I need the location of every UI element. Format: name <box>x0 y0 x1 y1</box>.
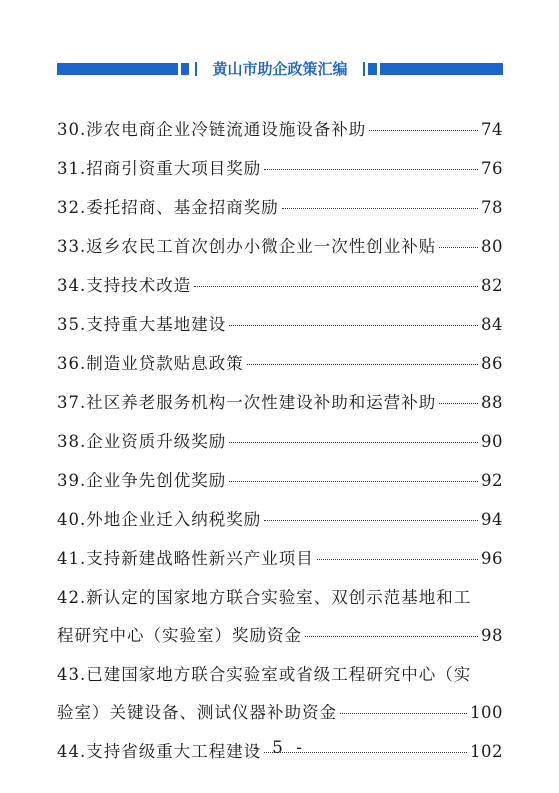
toc-entry-line <box>57 507 503 532</box>
dot-leader <box>247 364 478 365</box>
toc-entry-title: 38.企业资质升级奖励 <box>57 432 227 451</box>
toc-entry-line <box>57 429 503 454</box>
toc-entry-page-number: 102 <box>470 742 503 761</box>
header-bar-left <box>195 62 197 76</box>
dot-leader <box>369 130 478 131</box>
toc-entry-line <box>57 195 503 220</box>
header-band-right <box>368 63 503 75</box>
toc-entry-title: 40.外地企业迁入纳税奖励 <box>57 510 262 529</box>
dot-leader <box>439 403 478 404</box>
toc-entry-page-number: 88 <box>481 393 503 412</box>
toc-entry-title: 30.涉农电商企业冷链流通设施设备补助 <box>57 120 367 139</box>
toc-entry-page-number: 90 <box>481 432 503 451</box>
toc-entry-title: 41.支持新建战略性新兴产业项目 <box>57 549 314 568</box>
toc-entry-line <box>57 117 503 142</box>
dot-leader <box>229 481 478 482</box>
toc-entry-page-number: 94 <box>481 510 503 529</box>
toc-entry[interactable] <box>57 390 503 429</box>
dot-leader <box>229 442 478 443</box>
dot-leader <box>264 169 478 170</box>
toc-entry-line <box>57 312 503 337</box>
toc-entry-title: 31.招商引资重大项目奖励 <box>57 159 262 178</box>
toc-entry-title: 32.委托招商、基金招商奖励 <box>57 198 279 217</box>
toc-entry-line <box>57 390 503 415</box>
toc-entry-page-number: 78 <box>481 198 503 217</box>
table-of-contents <box>57 117 503 778</box>
header-title: 黄山市助企政策汇编 <box>212 60 348 78</box>
toc-entry-title: 程研究中心（实验室）奖励资金 <box>57 626 302 645</box>
toc-entry-line <box>57 623 503 648</box>
toc-entry-line <box>57 351 503 376</box>
toc-entry-page-number: 82 <box>481 276 503 295</box>
dot-leader <box>264 520 478 521</box>
header-band-left <box>57 63 189 75</box>
document-header <box>57 60 503 78</box>
toc-entry-page-number: 84 <box>481 315 503 334</box>
toc-entry-title: 33.返乡农民工首次创办小微企业一次性创业补贴 <box>57 237 437 256</box>
page-number: - 5 - <box>252 738 307 758</box>
toc-entry[interactable] <box>57 662 503 739</box>
toc-entry-line <box>57 700 503 725</box>
toc-entry-page-number: 80 <box>481 237 503 256</box>
toc-entry-line <box>57 468 503 493</box>
toc-entry[interactable] <box>57 156 503 195</box>
header-bar-right <box>363 62 365 76</box>
toc-entry-page-number: 76 <box>481 159 503 178</box>
toc-entry[interactable] <box>57 351 503 390</box>
toc-entry-title: 37.社区养老服务机构一次性建设补助和运营补助 <box>57 393 437 412</box>
toc-entry-title-line1: 42.新认定的国家地方联合实验室、双创示范基地和工 <box>57 588 472 607</box>
toc-entry-page-number: 92 <box>481 471 503 490</box>
toc-entry-title: 39.企业争先创优奖励 <box>57 471 227 490</box>
toc-entry[interactable] <box>57 312 503 351</box>
dot-leader <box>317 559 478 560</box>
toc-entry-title: 35.支持重大基地建设 <box>57 315 227 334</box>
toc-entry[interactable] <box>57 546 503 585</box>
toc-entry-title: 36.制造业贷款贴息政策 <box>57 354 244 373</box>
toc-entry[interactable] <box>57 507 503 546</box>
dot-leader <box>305 636 478 637</box>
dot-leader <box>340 713 467 714</box>
dot-leader <box>282 208 478 209</box>
toc-entry-line <box>57 234 503 259</box>
toc-entry-line <box>57 273 503 298</box>
toc-entry[interactable] <box>57 429 503 468</box>
toc-entry-page-number: 100 <box>470 703 503 722</box>
toc-entry[interactable] <box>57 468 503 507</box>
toc-entry-page-number: 96 <box>481 549 503 568</box>
toc-entry-title: 34.支持技术改造 <box>57 276 192 295</box>
toc-entry[interactable] <box>57 585 503 662</box>
dot-leader <box>229 325 478 326</box>
toc-entry[interactable] <box>57 117 503 156</box>
toc-entry-line <box>57 546 503 571</box>
toc-entry-page-number: 98 <box>481 626 503 645</box>
toc-entry[interactable] <box>57 195 503 234</box>
toc-entry-page-number: 86 <box>481 354 503 373</box>
toc-entry-title-line1: 43.已建国家地方联合实验室或省级工程研究中心（实 <box>57 665 472 684</box>
toc-entry-line <box>57 156 503 181</box>
toc-entry-title: 44.支持省级重大工程建设 <box>57 742 262 761</box>
toc-entry-title: 验室）关键设备、测试仪器补助资金 <box>57 703 337 722</box>
dot-leader <box>439 247 478 248</box>
toc-entry[interactable] <box>57 273 503 312</box>
toc-entry[interactable] <box>57 234 503 273</box>
dot-leader <box>194 286 478 287</box>
toc-entry-page-number: 74 <box>481 120 503 139</box>
